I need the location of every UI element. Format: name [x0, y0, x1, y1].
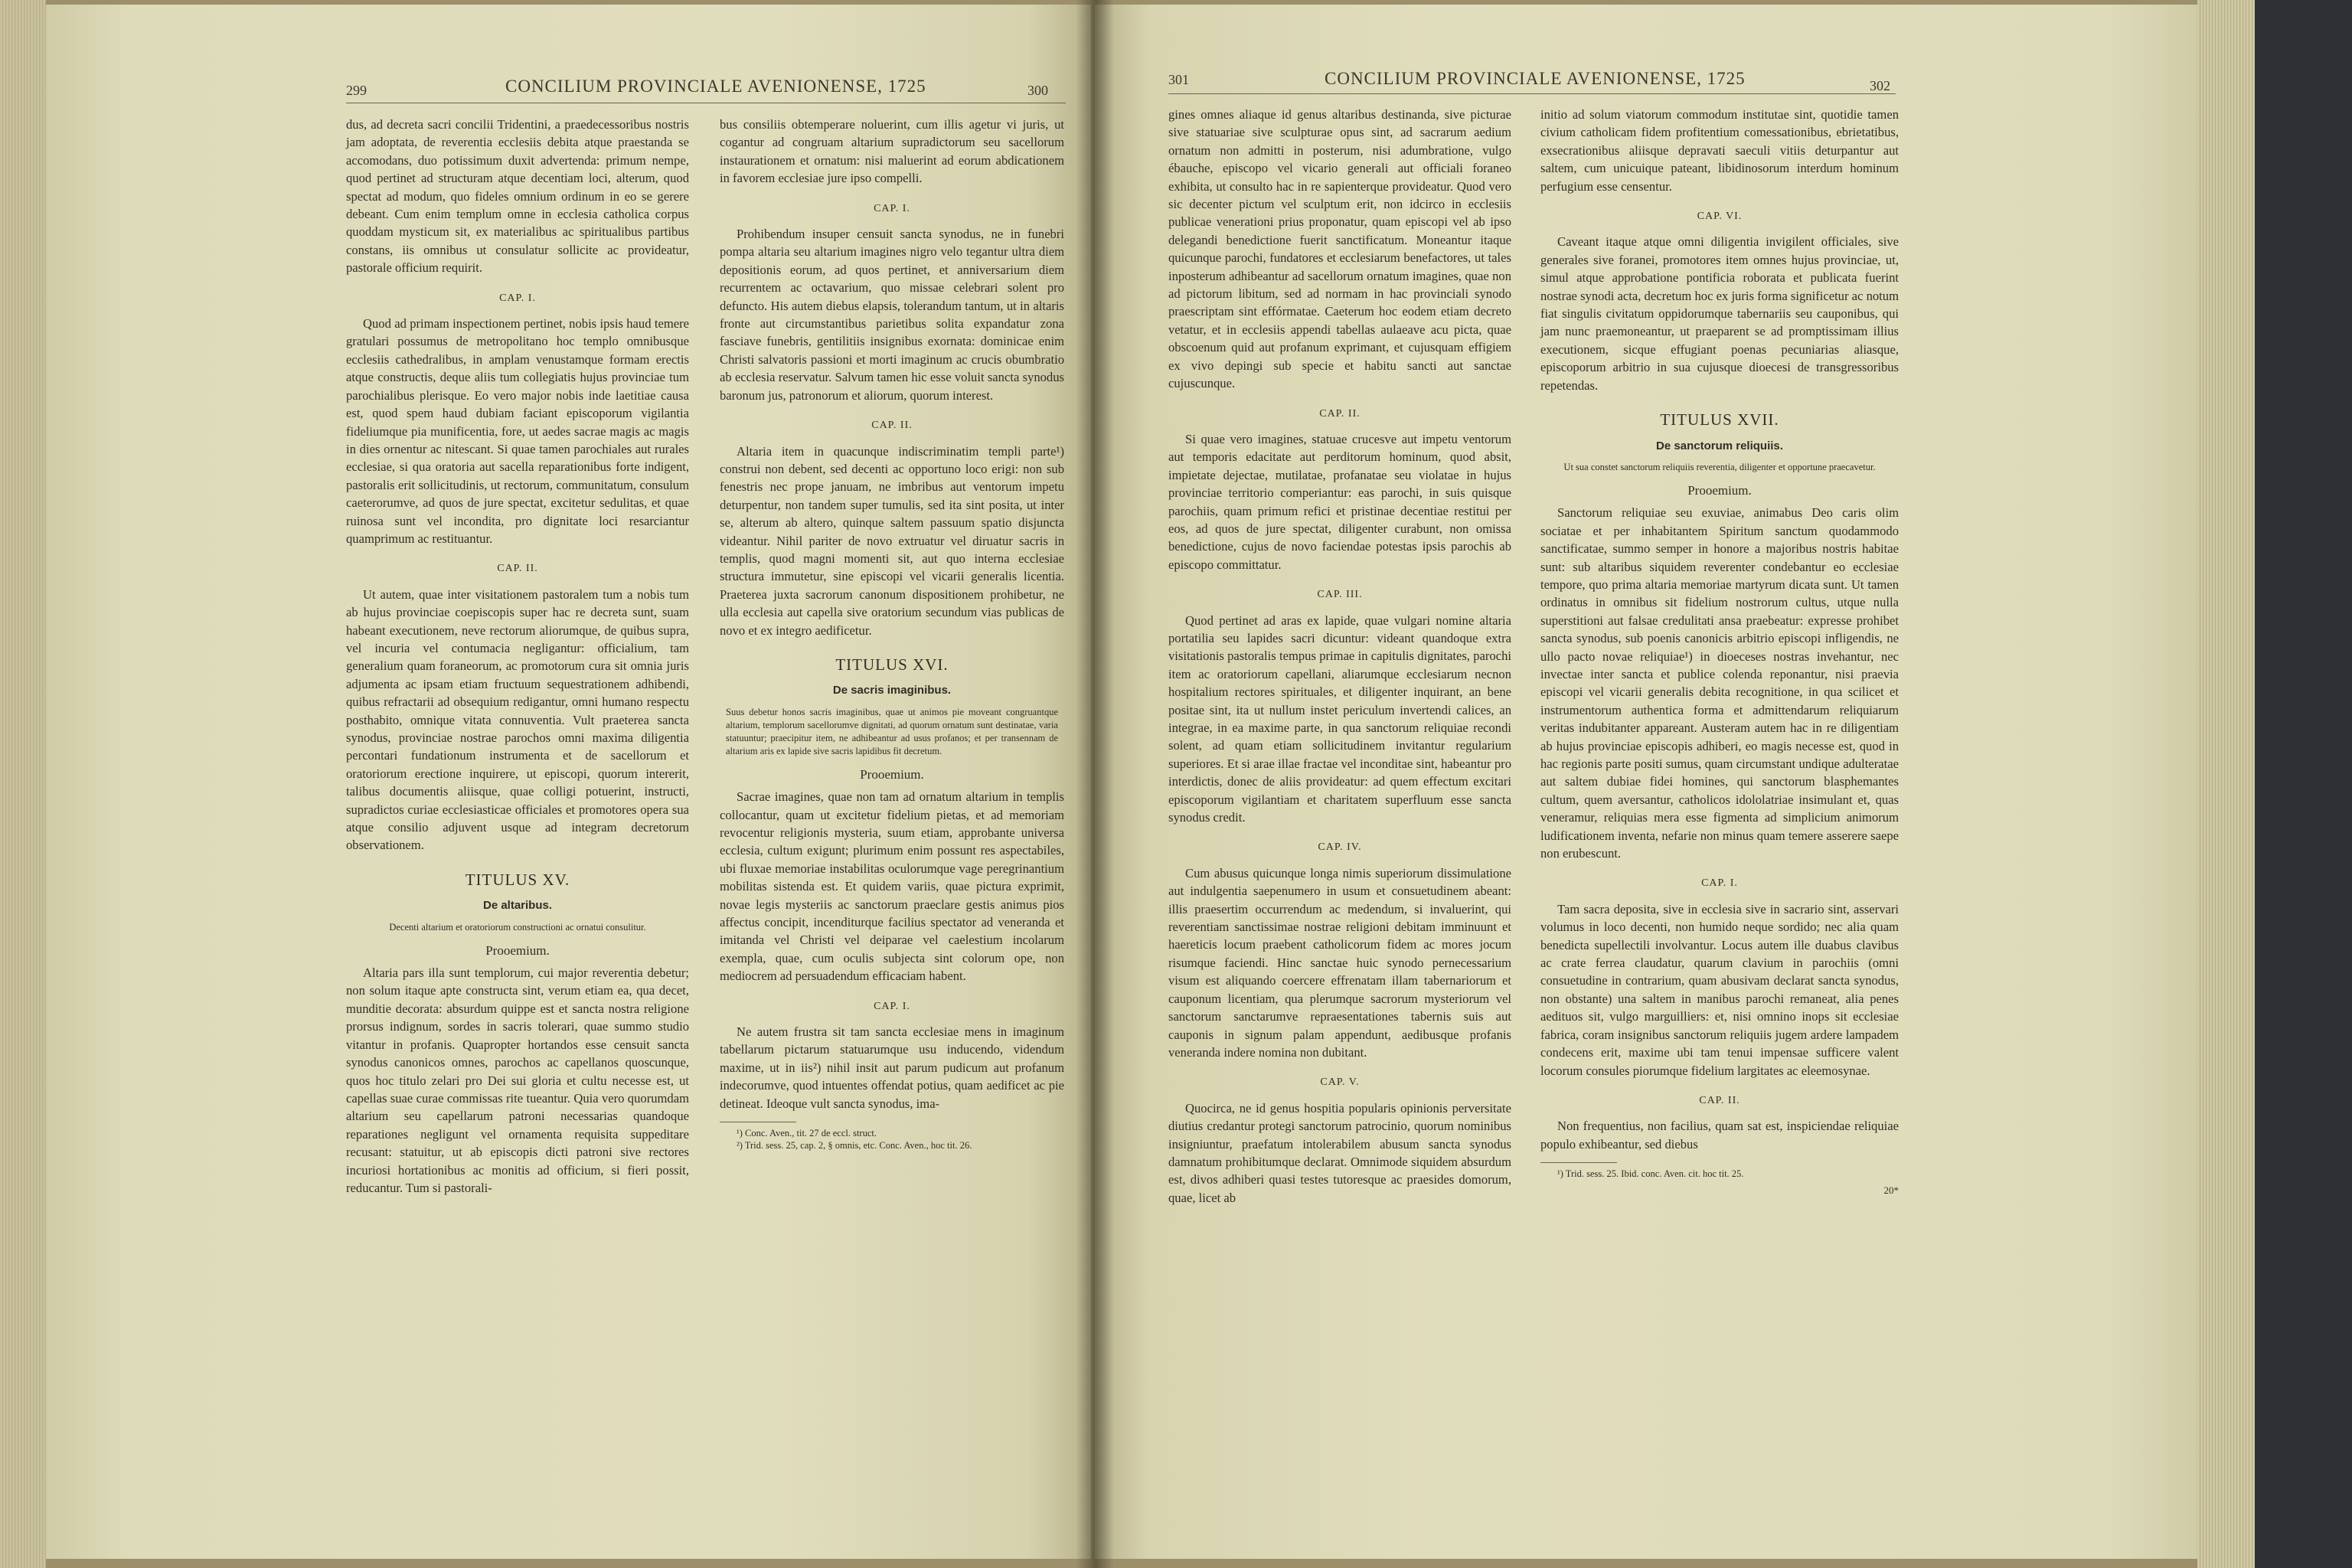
- chapter-heading: CAP. I.: [499, 292, 536, 304]
- paragraph: Caveant itaque atque omni diligentia invigilent officiales, sive generales sive foranei, promotores item omnes hujus provinciae, ut, simul atque approbatione pontificia roborata et publicata fuerint nostrae synodi acta, decretum hoc ex juris forma significetur ac notum fiat singulis civitatum oppidorumque tabernariis seu cauponibus, qui jam nunc praemoneantur, ut praeparent se ad promptissimam illius executionem, sicque effugiant poenas pecuniarias aliasque, episcoporum arbitrio in sua cujusque dioecesi de transgressoribus repetendas.: [1540, 234, 1899, 393]
- paragraph: Tam sacra deposita, sive in ecclesia sive in sacrario sint, asservari volumus in loco decenti, non humido neque sordido; nec alia quam benedicta supellectili involvantur. Locus autem ille duabus clavibus ac crate ferrea claudatur, quarum clavium in parochiis (omni consuetudine in contrarium, quam abusivam declarat sancta synodus, non obstante) una saltem in manibus parochi remaneat, alia penes aedituos sit, vulgo marguilliers: et, nisi omnino inops sit ecclesiae fabrica, coram insignibus sanctorum reliquiis jugem ardere lampadem condecens erit, maxime ubi tam tenui impensae sufficere valent locorum consules piorumque fidelium largitates ac eleemosynae.: [1540, 901, 1899, 1078]
- left-page-edges: [0, 0, 46, 1568]
- chapter-heading: CAP. II.: [1699, 1094, 1740, 1106]
- paragraph: initio ad solum viatorum commodum institutae sint, quotidie tamen civium catholicam fidem profitentium comessationibus, ebrietatibus, exsecrationibus aliisque depravati saeculi vitiis deturpantur aut saltem, cum unicuique pateant, libidinosorum interdum hominum perfugium esse censentur.: [1540, 107, 1899, 194]
- page-number-300: 300: [1027, 83, 1048, 98]
- titulus-summary: Decenti altarium et oratoriorum constructioni ac ornatui consulitur.: [389, 921, 646, 933]
- titulus-heading: TITULUS XV.: [465, 870, 570, 889]
- footnote: ²) Trid. sess. 25, cap. 2, § omnis, etc. Conc. Aven., hoc tit. 26.: [737, 1140, 972, 1152]
- titulus-summary: Suus debetur honos sacris imaginibus, quae ut animos pie moveant congruantque altarium, templorum sacellorumve dignitati, ad quorum ornatum sunt destinatae, varia statuuntur; praecipitur item, ne adhibeantur ad usus profanos; et per transennam de altarium aris ex lapide sive sacris lapidibus fit decretum.: [726, 706, 1058, 756]
- running-title-left: CONCILIUM PROVINCIALE AVENIONENSE, 1725: [505, 77, 926, 96]
- page-number-302: 302: [1870, 78, 1890, 93]
- chapter-heading: CAP. II.: [871, 420, 913, 432]
- prooemium-heading: Prooemium.: [485, 942, 550, 958]
- chapter-heading: CAP. V.: [1320, 1076, 1360, 1089]
- titulus-summary: Ut sua constet sanctorum reliquiis reverentia, diligenter et opportune praecavetur.: [1563, 461, 1876, 472]
- paragraph: gines omnes aliaque id genus altaribus destinanda, sive picturae sive statuariae sive sculpturae opus sint, ad sacrarum aedium ornatum non admitti in posterum, nisi adumbratione, vulgo ébauche, episcopo vel vicario generali aut officiali foraneo exhibita, ut consulto hac in re sapienterque provideatur. Quod vero sic decenter pictum vel sculptum erit, non idcirco in ecclesiis publicae venerationi prius proponatur, quam episcopi vel ab ipso delegandi benedictione fuerit sanctificatum. Moneantur itaque quicunque parochi, fundatores et ecclesiarum benefactores, ut tales inposterum adhibeantur ad sacellorum ornatum imagines, quae non ad pictorum libitum, sed ad normam in hac provinciali synodo praescriptam sint effórmatae. Caeterum hoc eodem etiam decreto vetatur, et in ecclesiis appendi tabellas aulaeave acu picta, quae obscoenum quid aut profanum exprimant, et cujusquam effigiem ex vivo depingi sub specie et habitu sancti aut sanctae cujuscunque.: [1168, 107, 1511, 391]
- footnote-rule: [1540, 1162, 1617, 1163]
- titulus-heading: TITULUS XVII.: [1660, 410, 1779, 430]
- chapter-heading: CAP. I.: [874, 202, 910, 214]
- titulus-heading: TITULUS XVI.: [835, 655, 949, 674]
- paragraph: Sacrae imagines, quae non tam ad ornatum altarium in templis collocantur, quam ut excitetur fidelium pietas, et ad memoriam revocentur religionis mysteria, suum etiam, approbante universa ecclesia, cultum exigunt; plurimum enim possunt res aspectabiles, ubi fluxae memoriae instabilitas oculorumque vage peregrinantium mobilitas sistenda est. Et quidem variis, quae pictura exprimit, novae legis mysteriis ac sanctorum praeclare gestis animus pios affectus concipit, incenditurque facilius spectator ad veneranda et imitanda vel Christi vel deiparae vel caelestium incolarum exempla, quae, cum oculis subjecta sint colorum ope, non mediocrem ad persuadendum efficaciam habent.: [720, 789, 1064, 984]
- paragraph: Prohibendum insuper censuit sancta synodus, ne in funebri pompa altaria seu altarium imagines nigro velo tegantur ultra diem depositionis eorum, ad quos pertinet, et anniversarium diem recurrentem ac octavarium, quo missae celebrari solent pro defuncto. His autem diebus elapsis, tolerandum tantum, ut in altaris fronte aut circumstantibus parietibus solita expandatur zona fasciave funebris, gentilitiis insignibus exornata: dominicae enim Christi salvatoris passioni et morti imaginum ac crucis obumbratio ab ecclesia reservatur. Salvum tamen hic esse voluit sancta synodus baronum jus, patronorum et aliorum, quorum interest.: [720, 227, 1064, 403]
- chapter-heading: CAP. III.: [1317, 589, 1363, 601]
- right-page-edges: [2197, 0, 2255, 1568]
- paragraph: Non frequentius, non facilius, quam sat est, inspiciendae reliquiae populo exhibeantur, sed diebus: [1540, 1119, 1899, 1152]
- background-strip: [2255, 0, 2352, 1568]
- paragraph: Cum abusus quicunque longa nimis superiorum dissimulatione aut indulgentia saepenumero in usum et consuetudinem abeant: illis praesertim occurrendum ac medendum, si invaluerint, qui reverentiam sanctissimae nostrae religioni debitam imminuunt et haereticis locum praebent catholicorum fidem ac mores jocum risumque faciendi. Hinc sanctae huic synodo pernecessarium visum est aliquando coercere effrenatam illam tabernariorum et cauponum licentiam, qua plerumque sacrorum mysteriorum vel sanctorum sanctarumve repraesentationes tabernis suis aut cauponis in signum palam appendunt, aedibusque profanis veneranda indere nomina non dubitant.: [1168, 865, 1511, 1060]
- chapter-heading: CAP. II.: [497, 563, 538, 575]
- chapter-heading: CAP. I.: [874, 1000, 910, 1012]
- chapter-heading: CAP. IV.: [1318, 841, 1362, 854]
- page-number-301: 301: [1168, 72, 1189, 87]
- header-rule-right: [1168, 93, 1896, 94]
- column-300: [720, 116, 1064, 1152]
- paragraph: Quod pertinet ad aras ex lapide, quae vulgari nomine altaria portatilia seu lapides sacri dicuntur: videant quandoque extra visitationis pastoralis tempus primae in capitulis dignitates, parochi item ac oratoriorum capellani, aliarumque ecclesiarum necnon hospitalium rectores spirituales, et diligenter inquirant, an bene positae sint, ita ut nullum instet periculum invertendi calices, an integrae, in ea maxime parte, in qua sanctorum reliquiae recondi solent, ad quam etiam sollicitudinem invitantur regularium superiores. Et si arae illae fractae vel inconditae sint, habeantur pro interdictis, donec de aliis provideatur: ad quem effectum excitari episcoporum vigilantiam et charitatem superfluum esse sancta synodus credit.: [1168, 612, 1511, 825]
- column-299: [346, 116, 689, 1197]
- paragraph: Ne autem frustra sit tam sancta ecclesiae mens in imaginum tabellarum pictarum statuarumque usu inducendo, videndum maxime, ut in iis²) nihil insit aut parum pudicum aut profanum indecorumve, quod intuentes offendat potius, quam aedificet ac pie detineat. Ideoque vult sancta synodus, ima-: [720, 1024, 1064, 1111]
- column-302: [1540, 106, 1899, 1200]
- paragraph: Altaria pars illa sunt templorum, cui major reverentia debetur; non solum itaque apte constructa sint, verum etiam ea, qua decet, munditie decorata: absurdum quippe est et sancta nostra religione prorsus indignum, sordes in sacris tolerari, quae summo studio vitantur in profanis. Quapropter hortandos esse censuit sancta synodus canonicos omnes, parochos ac capellanos quoscunque, quos hoc titulo zelari pro Dei sui gloria et cultu necesse est, ut capellas suae curae commissas rite tueantur. Quia vero quorumdam altarium seu capellarum patroni necessarias quandoque reparationes negligunt vel ornamenta requisita suppeditare recusant: statuitur, ut ab episcopis dicti patroni sive rectores incuriosi hortationibus ac monitis ad officium, si fieri possit, reducantur. Tum si pastorali-: [346, 965, 689, 1195]
- running-title-right: CONCILIUM PROVINCIALE AVENIONENSE, 1725: [1325, 69, 1746, 88]
- titulus-subtitle: De altaribus.: [482, 899, 553, 913]
- page-number-299: 299: [346, 83, 367, 98]
- paragraph: Ut autem, quae inter visitationem pastoralem tum a nobis tum ab hujus provinciae coepiscopis super hac re decreta sunt, suam habeant executionem, neve rectorum aliorumque, de quibus supra, vel incuria vel contumacia negligantur: officialium, tam generalium quam foraneorum, ac promotorum cura sit omnia juris adjumenta ac ipsam etiam fructuum sequestrationem adhibendi, quibus refractarii ad obsequium redigantur, omni humano respectu posthabito, omnique vitata connuventia. Vult praeterea sancta synodus, provinciae nostrae parochos omni maxima diligentia percontari fundationum instrumenta et de sacellorum et oratoriorum erectione inquirere, ut episcopi, quorum intererit, talibus documentis aliisque, quae colligi potuerint, instructi, supradictos curiae ecclesiasticae officiales et promotores opera sua atque consilio adjuvent usque ad integram decretorum observationem.: [346, 586, 689, 853]
- chapter-heading: CAP. II.: [1319, 407, 1361, 420]
- titulus-subtitle: De sanctorum reliquiis.: [1656, 439, 1783, 452]
- paragraph: Sanctorum reliquiae seu exuviae, animabus Deo caris olim sociatae et per inhabitantem Spiritum sanctum quodammodo sanctificatae, summo semper in honore a majoribus nostris habitae sunt: sub altaribus siquidem reverenter condebantur eo ecclesiae tempore, quo prima altaria memoriae martyrum dicata sunt. Ut tamen ordinatus in omnibus sit fidelium nostrorum cultus, utque nulla superstitioni aut falsae credulitati ansa praebeatur: expresse prohibet sancta synodus, sub poenis canonicis arbitrio episcopi infligendis, ne ullo pacto novae reliquiae¹) in dioeceses nostras invehantur, nec invectae inter sancta et publice colenda reponantur, nisi praevia episcopi vel vicarii generalis debita recognitione, in qua scilicet et instrumentorum authentica forma et admittendarum reliquiarum veritas indubitanter appareant. Austeram autem hac in re diligentiam ab hujus provinciae episcopis adhiberi, eo magis necesse est, quod in hac regionis parte positi sumus, quam circumstant undique adulteratae aut saltem dubiae fidei homines, qui sanctorum blasphemantes cultum, quem aversantur, catholicos idololatriae insimulant et, quas veneramur, reliquias mera esse figmenta ad simplicium animorum ludificationem inventa, nefarie non minus quam temere asserere saepe non erubescunt.: [1540, 505, 1899, 861]
- left-leaf: [46, 5, 1091, 1559]
- prooemium-heading: Prooemium.: [1687, 482, 1752, 498]
- book-gutter: [1076, 0, 1114, 1568]
- paragraph: dus, ad decreta sacri concilii Tridentini, a praedecessoribus nostris jam adoptata, de reverentia ecclesiis debita atque praestanda se accomodans, duo potissimum duxit advertenda: primum nempe, quod pertinet ad structuram atque decentiam loci, alterum, quod spectat ad modum, quo fideles omnium ordinum in eo se gerere debeant. Cum enim templum omne in ecclesia catholica corpus quoddam mysticum sit, ex materialibus ac spiritualibus partibus constans, iis omnibus ut consulatur sollicite ac provideatur, pastorale officium requirit.: [346, 117, 689, 276]
- prooemium-heading: Prooemium.: [860, 766, 924, 782]
- paragraph: Quocirca, ne id genus hospitia popularis opinionis perversitate diutius credantur protegi sanctorum patrocinio, quorum nominibus insigniuntur, praefatum intolerabilem abusum sancta synodus damnatum prohibitumque declarat. Omnimode siquidem absurdum est, divos adhiberi quasi testes tutoresque ac praesides domorum, quae, licet ab: [1168, 1100, 1511, 1205]
- footnote: ¹) Conc. Aven., tit. 27 de eccl. struct.: [737, 1128, 877, 1139]
- chapter-heading: CAP. I.: [1701, 877, 1738, 890]
- paragraph: Quod ad primam inspectionem pertinet, nobis ipsis haud temere gratulari possumus de metropolitano hoc templo omnibusque ecclesiis cathedralibus, in amplam venustamque formam erectis atque constructis, deque aliis tum collegiatis hujus provinciae tum parochialibus plerisque. Eo vero major nobis inde laetitiae causa est, quod spem haud dubiam faciant episcoporum vigilantia fideliumque pia munificentia, fore, ut aedes sacrae magis ac magis in dies ornentur ac nitescant. Si quae tamen parochiales aut rurales ecclesiae, si qua oratoria aut sacella reparationibus forte indigent, pastoralis erit sollicitudinis, ut rectorum, communitatum, consulum caeterorumve, ad quos de jure spectat, excitetur sedulitas, et quae ruinosa sunt vel incondita, pro dignitate loci resarciantur quamprimum ac restituantur.: [346, 316, 689, 546]
- signature-mark: 20*: [1883, 1184, 1899, 1197]
- chapter-heading: CAP. VI.: [1697, 211, 1743, 223]
- paragraph: Si quae vero imagines, statuae crucesve aut impetu ventorum aut temporis edacitate aut perditorum hominum, quod absit, impietate dejectae, mutilatae, profanatae seu violatae in hujus provinciae territorio comperiantur: eas parochi, in suis quisque parochiis, quam primum refici et pristinae decentiae restitui per eos, ad quos de jure spectat, diligenter curabunt, non omissa benedictione, cujus de novo faciendae potestas ipsis parochis ab episcopo committatur.: [1168, 431, 1511, 572]
- right-leaf: [1095, 5, 2197, 1559]
- column-301: [1168, 106, 1511, 1207]
- titulus-subtitle: De sacris imaginibus.: [832, 684, 952, 697]
- footnote: ¹) Trid. sess. 25. Ibid. conc. Aven. cit. hoc tit. 25.: [1557, 1168, 1744, 1180]
- paragraph: bus consiliis obtemperare noluerint, cum illis agetur vi juris, ut cogantur ad congruam altarium supradictorum seu sacellorum instaurationem et ornatum: nisi maluerint ad eorum abdicationem in favorem ecclesiae jure ipso compelli.: [720, 117, 1064, 186]
- paragraph: Altaria item in quacunque indiscriminatim templi parte¹) construi non debent, sed decenti ac opportuno loco erigi: non sub fenestris nec prope januam, ne imbribus aut ventorum impetu deturpentur, non tandem super tumulis, sed ita sint posita, ut inter se, alterum ab altero, quinque saltem passuum spatio disjuncta videantur. Nihil pariter de novo extruatur vel diruatur sacris in templis, quod magni momenti sit, aut quo interna ecclesiae structura immutetur, sine episcopi vel vicarii generalis licentia. Praeterea juxta sacrorum canonum dispositionem prohibetur, ne ulla ecclesia aut capella sive oratorium secundum vias publicas de novo et ex integro aedificetur.: [720, 443, 1064, 638]
